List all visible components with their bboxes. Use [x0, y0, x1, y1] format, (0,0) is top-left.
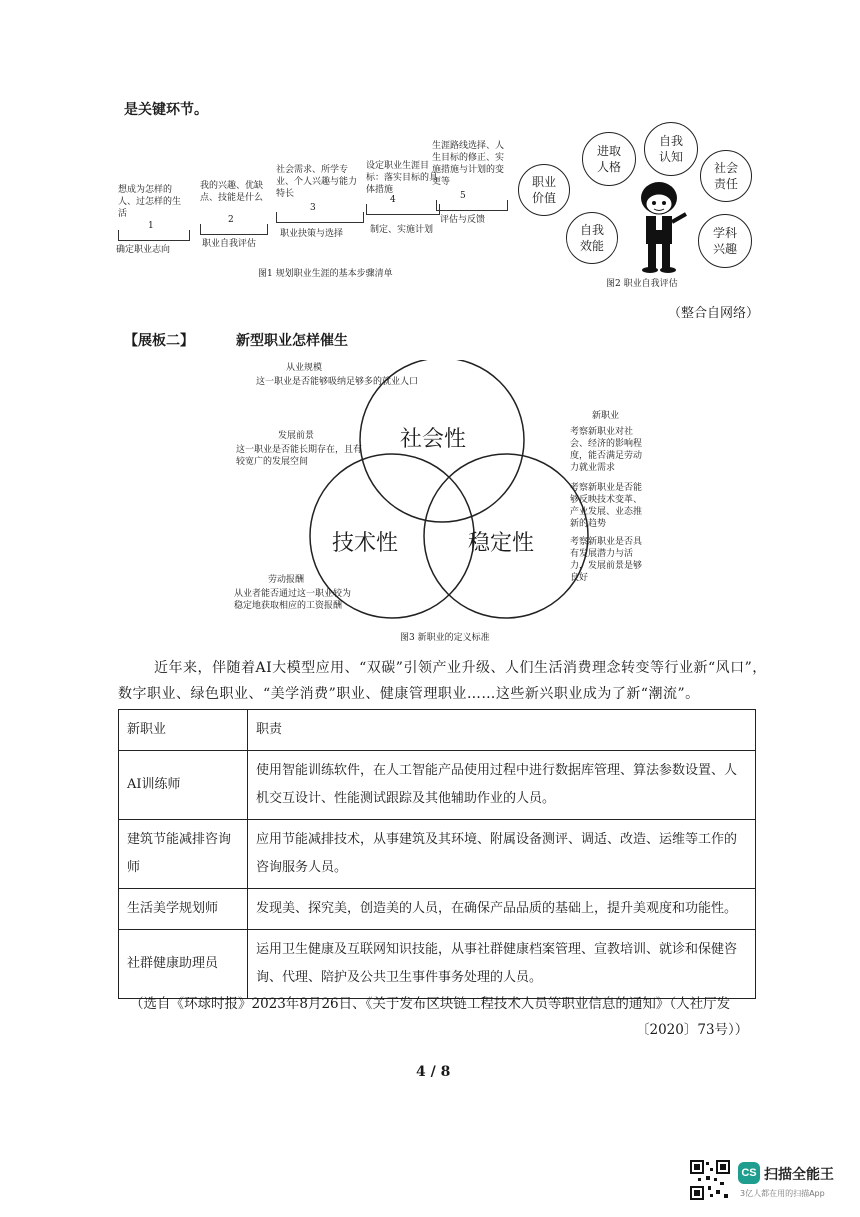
intro-paragraph-line-1: 近年来，伴随着AI大模型应用、“双碳”引领产业升级、人们生活消费理念转变等行业新“风口”， — [154, 660, 767, 676]
header-duty: 职责 — [248, 710, 756, 751]
step-2-top: 我的兴趣、优缺点、技能是什么 — [200, 181, 264, 203]
job-name: 建筑节能减排咨询师 — [119, 820, 248, 889]
label-pay-title: 劳动报酬 — [268, 575, 305, 585]
step-3-top: 社会需求、所学专业、个人兴趣与能力特长 — [276, 165, 358, 199]
table-row — [119, 751, 756, 820]
figure-2 — [510, 118, 760, 298]
label-scale-title: 从业规模 — [286, 363, 323, 373]
step-1-bottom: 确定职业志向 — [116, 245, 171, 255]
table-row — [119, 820, 756, 889]
node-label: 职业价值 — [531, 175, 556, 205]
qr-code-icon — [690, 1160, 730, 1200]
label-future-title: 发展前景 — [278, 431, 315, 441]
step-5-num: 5 — [460, 191, 466, 201]
job-name: 生活美学规划师 — [119, 889, 248, 930]
intro-paragraph-line-2: 数字职业、绿色职业、“美学消费”职业、健康管理职业……这些新兴职业成为了新“潮流”。 — [118, 686, 700, 702]
label-scale-text: 这一职业是否能够吸纳足够多的就业人口 — [256, 377, 419, 387]
source-line-1: （选自《环球时报》2023年8月26日、《关于发布区块链工程技术人员等职业信息的通知》（人社厅发 — [130, 996, 731, 1012]
page-number: 4 / 8 — [416, 1064, 451, 1080]
figure-2-caption: 图2 职业自我评估 — [606, 279, 678, 289]
node-label: 自我效能 — [579, 223, 604, 253]
job-duty: 发现美、探究美，创造美的人员，在确保产品品质的基础上，提升美观度和功能性。 — [248, 889, 756, 930]
label-future-text: 这一职业是否能长期存在，且有较宽广的发展空间 — [236, 445, 363, 467]
step-2-bracket — [200, 224, 268, 235]
job-duty: 使用智能训练软件，在人工智能产品使用过程中进行数据库管理、算法参数设置、人机交互设计、性能测试跟踪及其他辅助作业的人员。 — [248, 751, 756, 820]
cartoon-student-icon — [626, 178, 696, 274]
node-self-efficacy — [566, 212, 618, 264]
step-5-top: 生涯路线选择、人生目标的修正、实施措施与计划的变更等 — [432, 141, 505, 187]
label-new-2: 考察新职业是否能够反映技术变革、产业发展、业态推新的趋势 — [570, 483, 643, 529]
label-new-3: 考察新职业是否具有发展潜力与活力，发展前景是够良好 — [570, 537, 643, 583]
figure-3-caption: 图3 新职业的定义标准 — [400, 633, 490, 643]
step-5-bottom: 评估与反馈 — [440, 215, 486, 225]
continued-text: 是关键环节。 — [124, 102, 208, 118]
step-2-num: 2 — [228, 215, 234, 225]
step-3-bracket — [276, 212, 364, 223]
step-1-top: 想成为怎样的人、过怎样的生活 — [118, 185, 182, 219]
figure-3 — [220, 360, 660, 650]
new-jobs-table — [118, 709, 756, 999]
panel-2-title: 新型职业怎样催生 — [236, 333, 348, 349]
panel-2-label: 【展板二】 — [124, 333, 194, 349]
step-4-top: 设定职业生涯目标：落实目标的具体措施 — [366, 161, 439, 195]
label-new-title: 新职业 — [592, 411, 620, 421]
node-career-value — [518, 164, 570, 216]
node-subject-interest — [698, 214, 752, 268]
step-4-bottom: 制定、实施计划 — [370, 225, 434, 235]
figure-1 — [110, 140, 520, 290]
node-self-cognition — [644, 122, 698, 176]
job-name: 社群健康助理员 — [119, 930, 248, 999]
circle-label-stable: 稳定性 — [468, 531, 535, 556]
source-line-2: 〔2020〕73号）） — [636, 1022, 749, 1038]
step-1-bracket — [118, 230, 190, 241]
step-2-bottom: 职业自我评估 — [202, 239, 257, 249]
label-pay-text: 从业者能否通过这一职业较为稳定地获取相应的工资报酬 — [234, 589, 352, 611]
circle-label-social: 社会性 — [400, 427, 467, 452]
node-label: 社会责任 — [713, 161, 738, 191]
step-4-num: 4 — [390, 195, 396, 205]
scanner-tagline: 3亿人都在用的扫描App — [740, 1189, 825, 1198]
job-name: AI训练师 — [119, 751, 248, 820]
label-new-1: 考察新职业对社会、经济的影响程度，能否满足劳动力就业需求 — [570, 427, 643, 473]
table-row — [119, 889, 756, 930]
step-3-bottom: 职业抉策与选择 — [280, 229, 344, 239]
figure-1-caption: 图1 规划职业生涯的基本步骤清单 — [258, 269, 393, 279]
table-header-row — [119, 710, 756, 751]
scanner-brand: 扫描全能王 — [764, 1167, 834, 1183]
header-job: 新职业 — [119, 710, 248, 751]
node-social-responsibility — [700, 150, 752, 202]
node-label: 学科兴趣 — [712, 226, 737, 256]
source-note: （整合自网络） — [668, 306, 760, 321]
step-1-num: 1 — [148, 221, 154, 231]
node-label: 自我认知 — [658, 134, 683, 164]
scanner-logo-icon: CS — [738, 1162, 760, 1184]
circle-label-tech: 技术性 — [332, 531, 399, 556]
scanner-watermark — [738, 1160, 848, 1200]
step-5-bracket — [436, 200, 508, 211]
job-duty: 应用节能减排技术，从事建筑及其环境、附属设备测评、调适、改造、运维等工作的咨询服务人员。 — [248, 820, 756, 889]
node-label: 进取人格 — [596, 144, 621, 174]
step-3-num: 3 — [310, 203, 316, 213]
job-duty: 运用卫生健康及互联网知识技能，从事社群健康档案管理、宣教培训、就诊和保健咨询、代理、陪护及公共卫生事件事务处理的人员。 — [248, 930, 756, 999]
table-row — [119, 930, 756, 999]
step-4-bracket — [366, 204, 440, 215]
